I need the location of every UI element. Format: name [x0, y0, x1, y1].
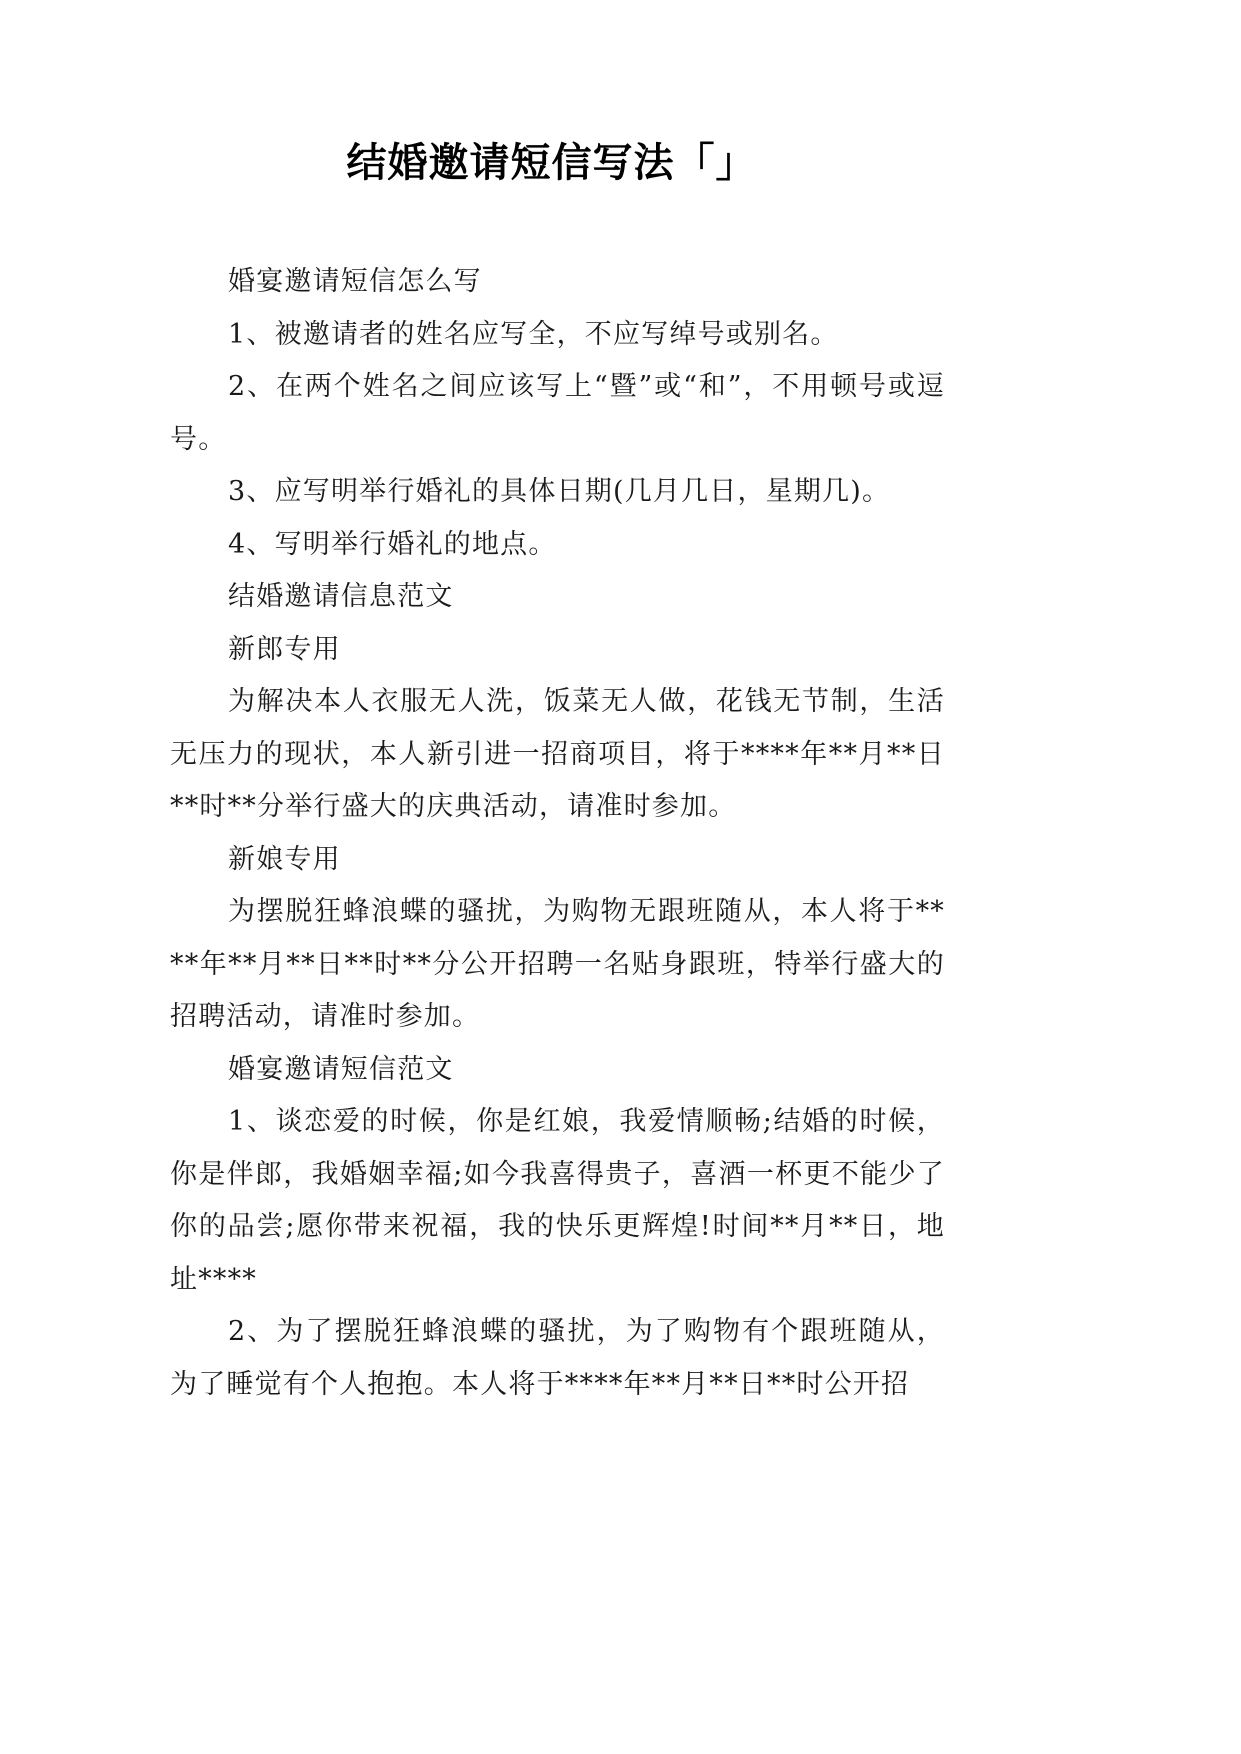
paragraph-tip-1: 1、被邀请者的姓名应写全，不应写绰号或别名。 [228, 318, 839, 350]
paragraph-heading-banquet-samples: 婚宴邀请短信范文 [228, 1053, 454, 1085]
paragraph-sample-2: 2、为了摆脱狂蜂浪蝶的骚扰，为了购物有个跟班随从，为了睡觉有个人抱抱。本人将于****年**月**日**时公开招 [170, 1316, 945, 1400]
paragraph-heading-how-to-write: 婚宴邀请短信怎么写 [228, 266, 482, 297]
paragraph-sample-1: 1、谈恋爱的时候，你是红娘，我爱情顺畅;结婚的时候，你是伴郎，我婚姻幸福;如今我喜得贵子，喜酒一杯更不能少了你的品尝;愿你带来祝福，我的快乐更辉煌!时间**月**日，地址**** [170, 1106, 945, 1295]
paragraph-heading-bride: 新娘专用 [228, 843, 341, 875]
paragraph-tip-3: 3、应写明举行婚礼的具体日期(几月几日，星期几)。 [228, 476, 891, 507]
paragraph-bride-text: 为摆脱狂蜂浪蝶的骚扰，为购物无跟班随从，本人将于****年**月**日**时**分公开招聘一名贴身跟班，特举行盛大的招聘活动，请准时参加。 [170, 896, 945, 1032]
paragraph-heading-sample-messages: 结婚邀请信息范文 [228, 581, 454, 612]
paragraph-groom-text: 为解决本人衣服无人洗，饭菜无人做，花钱无节制，生活无压力的现状，本人新引进一招商项目，将于****年**月**日**时**分举行盛大的庆典活动，请准时参加。 [170, 686, 945, 822]
paragraph-tip-2: 2、在两个姓名之间应该写上“暨”或“和”，不用顿号或逗号。 [170, 371, 945, 455]
paragraph-tip-4: 4、写明举行婚礼的地点。 [228, 528, 557, 560]
document-body [170, 256, 945, 1411]
paragraph-heading-groom: 新郎专用 [228, 633, 341, 665]
document-title: 结婚邀请短信写法「」 [346, 139, 757, 186]
